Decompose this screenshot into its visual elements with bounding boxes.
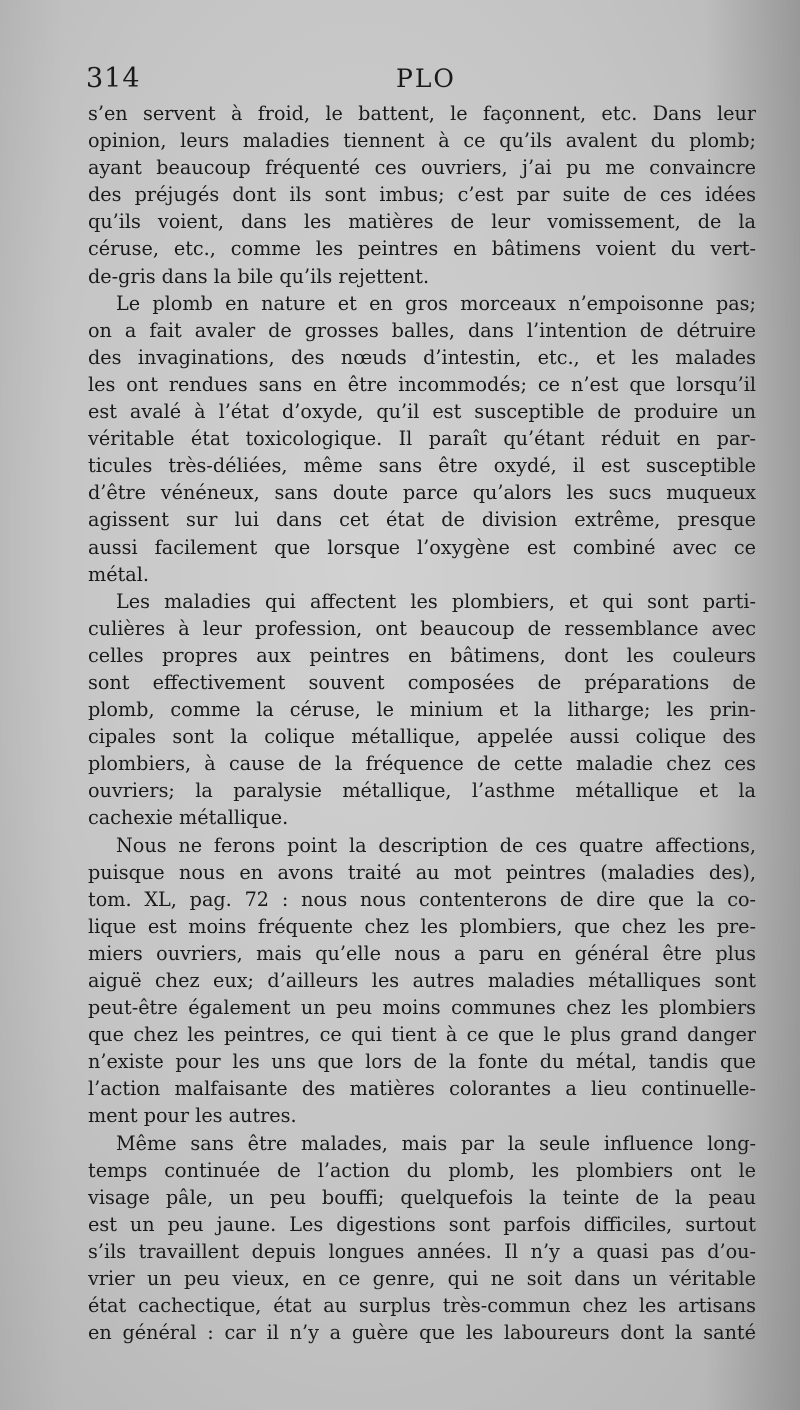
- text-line: véritable état toxicologique. Il paraît qu’étant réduit en par-: [88, 427, 756, 451]
- paragraph: [88, 290, 756, 588]
- text-line: de-gris dans la bile qu’ils rejettent.: [88, 264, 430, 288]
- paragraph: [88, 832, 756, 1130]
- text-line: celles propres aux peintres en bâtimens, dont les couleurs: [88, 643, 756, 667]
- text-line: les ont rendues sans en être incommodés; ce n’est que lorsqu’il: [88, 372, 756, 396]
- text-line: cipales sont la colique métallique, appelée aussi colique des: [88, 725, 756, 749]
- text-line: aussi facilement que lorsque l’oxygène est combiné avec ce: [88, 535, 756, 559]
- text-line: des préjugés dont ils sont imbus; c’est par suite de ces idées: [88, 183, 756, 207]
- text-line: qu’ils voient, dans les matières de leur vomissement, de la: [88, 210, 756, 234]
- text-line: cachexie métallique.: [88, 806, 289, 830]
- text-line: temps continuée de l’action du plomb, les plombiers ont le: [88, 1158, 756, 1182]
- bottom-margin: [0, 1300, 800, 1410]
- text-line: plomb, comme la céruse, le minium et la litharge; les prin-: [88, 698, 756, 722]
- text-line: Nous ne ferons point la description de ces quatre affections,: [116, 833, 756, 857]
- text-line: puisque nous en avons traité au mot peintres (maladies des),: [88, 860, 756, 884]
- text-line: peut-être également un peu moins communes chez les plombiers: [88, 996, 756, 1020]
- text-line: n’existe pour les uns que lors de la fonte du métal, tandis que: [88, 1050, 756, 1074]
- text-line: métal.: [88, 562, 149, 586]
- body-text: [88, 100, 756, 1346]
- running-head: PLO: [396, 64, 456, 93]
- text-line: Le plomb en nature et en gros morceaux n’empoisonne pas;: [116, 291, 756, 315]
- text-line: d’être vénéneux, sans doute parce qu’alors les sucs muqueux: [88, 481, 756, 505]
- text-line: Même sans être malades, mais par la seule influence long-: [116, 1131, 756, 1155]
- text-line: s’ils travaillent depuis longues années. Il n’y a quasi pas d’ou-: [88, 1239, 756, 1263]
- page-number: 314: [86, 63, 141, 94]
- text-line: lique est moins fréquente chez les plombiers, que chez les pre-: [88, 914, 756, 938]
- text-line: miers ouvriers, mais qu’elle nous a paru en général être plus: [88, 941, 756, 965]
- text-line: aiguë chez eux; d’ailleurs les autres maladies métalliques sont: [88, 969, 756, 992]
- text-line: que chez les peintres, ce qui tient à ce que le plus grand danger: [88, 1023, 756, 1047]
- text-line: ticules très-déliées, même sans être oxydé, il est susceptible: [88, 454, 756, 478]
- text-line: est un peu jaune. Les digestions sont parfois difficiles, surtout: [88, 1212, 756, 1236]
- text-line: Les maladies qui affectent les plombiers, et qui sont parti-: [116, 589, 756, 613]
- text-line: culières à leur profession, ont beaucoup de ressemblance avec: [88, 616, 756, 640]
- text-line: plombiers, à cause de la fréquence de cette maladie chez ces: [88, 752, 756, 776]
- text-line: état cachectique, état au surplus très-commun chez les artisans: [88, 1294, 756, 1318]
- text-line: céruse, etc., comme les peintres en bâtimens voient du vert-: [88, 237, 756, 261]
- text-line: des invaginations, des nœuds d’intestin, etc., et les malades: [88, 345, 756, 369]
- text-line: opinion, leurs maladies tiennent à ce qu’ils avalent du plomb;: [88, 129, 756, 153]
- text-line: l’action malfaisante des matières colorantes a lieu continuelle-: [88, 1077, 756, 1101]
- text-line: ayant beaucoup fréquenté ces ouvriers, j’ai pu me convaincre: [88, 156, 756, 180]
- text-line: ouvriers; la paralysie métallique, l’asthme métallique et la: [88, 779, 756, 803]
- text-line: est avalé à l’état d’oxyde, qu’il est susceptible de produire un: [88, 400, 756, 424]
- text-line: vrier un peu vieux, en ce genre, qui ne soit dans un véritable: [88, 1267, 756, 1291]
- text-line: sont effectivement souvent composées de préparations de: [88, 670, 756, 694]
- page-header: [86, 62, 758, 96]
- paragraph: [88, 588, 756, 832]
- paragraph: [88, 100, 756, 290]
- text-line: ment pour les autres.: [88, 1104, 297, 1128]
- text-line: on a fait avaler de grosses balles, dans l’intention de détruire: [88, 318, 756, 342]
- text-line: tom. XL, pag. 72 : nous nous contenterons de dire que la co-: [88, 887, 756, 911]
- text-line: s’en servent à froid, le battent, le façonnent, etc. Dans leur: [88, 102, 756, 125]
- text-line: en général : car il n’y a guère que les laboureurs dont la santé: [88, 1321, 756, 1345]
- text-line: agissent sur lui dans cet état de division extrême, presque: [88, 508, 756, 532]
- text-line: visage pâle, un peu bouffi; quelquefois la teinte de la peau: [88, 1185, 756, 1209]
